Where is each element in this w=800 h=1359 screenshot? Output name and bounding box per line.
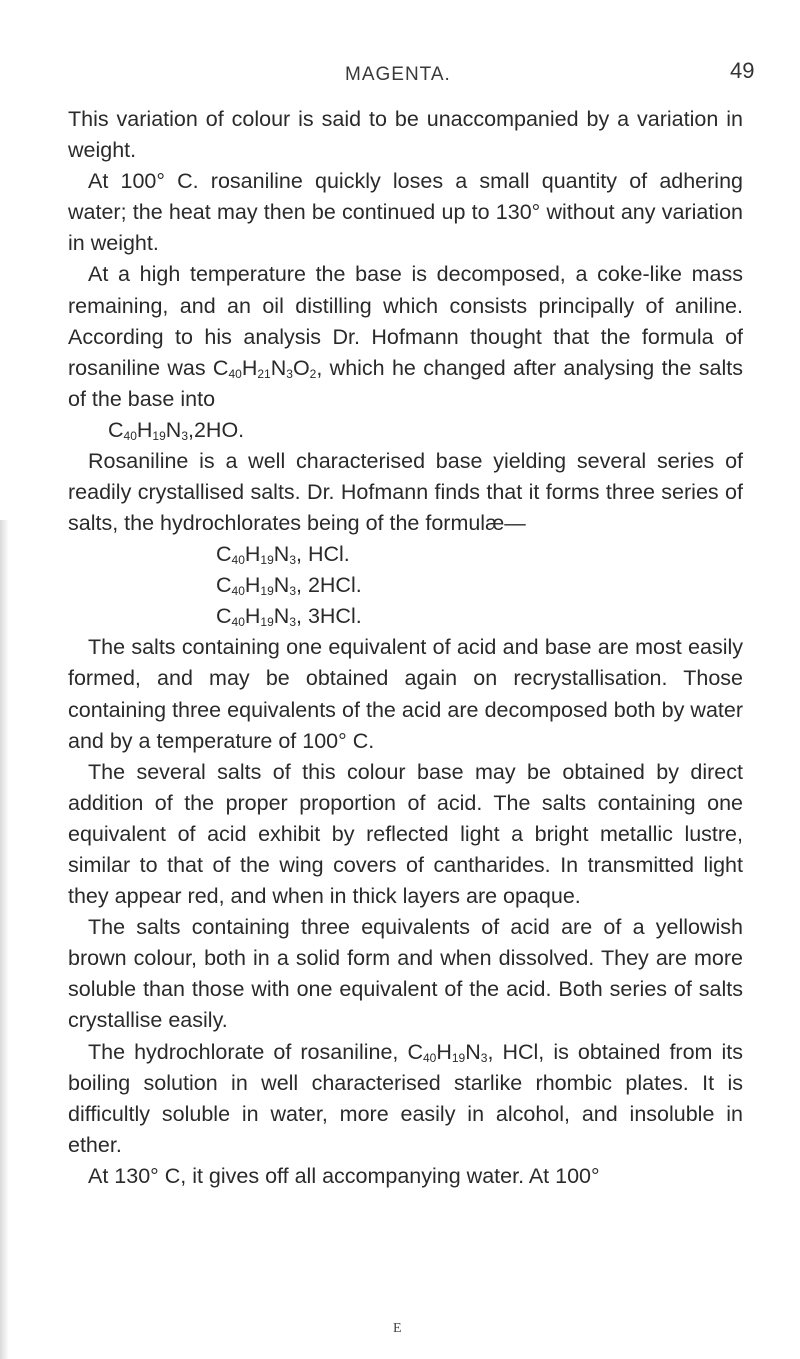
page-number: 49 xyxy=(730,58,755,83)
paragraph-3: At a high temperature the base is decomposed, a coke-like mass remaining, and an oil distilling which consists principally of aniline. According to his analysis Dr. Hofmann thought that the formula of rosaniline was $C_{40}H_{21}N_3O_2$, which he changed after analysing the salts of the base into xyxy=(68,262,744,411)
page-header xyxy=(0,58,800,90)
paragraph-4: Rosaniline is a well characterised base yielding several series of readily crystallised salts. Dr. Hofmann finds that it forms three series of salts, the hydrochlorates being of the formulæ— xyxy=(68,449,743,536)
body-text xyxy=(68,104,743,1192)
paragraph-8: The hydrochlorate of rosaniline, $C_{40}H_{19}N_3$, HCl, is obtained from its boiling solution in well characterised starlike rhombic plates. It is difficultly soluble in water, more easily in alcohol, and insoluble in ether. xyxy=(68,1039,743,1157)
paragraph-7: The salts containing three equivalents of acid are of a yellowish brown colour, both in a solid form and when dissolved. They are more soluble than those with one equivalent of the acid. Both series of salts crystallise easily. xyxy=(68,915,743,1033)
page-edge-shadow xyxy=(0,520,9,1359)
running-head: MAGENTA. xyxy=(345,64,451,85)
formula-salt-3: $C_{40}H_{19}N_3$, 3HCl. xyxy=(216,604,362,630)
paragraph-9: At 130° C, it gives off all accompanying water. At 100° xyxy=(88,1163,600,1188)
paragraph-2: At 100° C. rosaniline quickly loses a small quantity of adhering water; the heat may then be continued up to 130° without any variation in weight. xyxy=(68,169,743,256)
paragraph-6: The several salts of this colour base may be obtained by direct addition of the proper proportion of acid. The salts containing one equivalent of acid exhibit by reflected light a bright metallic lustre, similar to that of the wing covers of cantharides. In transmitted light they appear red, and when in thick layers are opaque. xyxy=(68,759,743,909)
paragraph-1: This variation of colour is said to be unaccompanied by a variation in weight. xyxy=(68,107,743,163)
paragraph-5: The salts containing one equivalent of acid and base are most easily formed, and may be obtained again on recrystallisation. Those containing three equivalents of the acid are decomposed both by water and by a temperature of 100° C. xyxy=(68,635,743,753)
signature-mark: E xyxy=(393,1321,402,1336)
formula-salt-2: $C_{40}H_{19}N_3$, 2HCl. xyxy=(216,573,362,599)
formula-list xyxy=(216,539,743,632)
formula-base: $C_{40}H_{19}N_3,2HO$. xyxy=(108,417,245,443)
formula-salt-1: $C_{40}H_{19}N_3$, HCl. xyxy=(216,542,350,568)
